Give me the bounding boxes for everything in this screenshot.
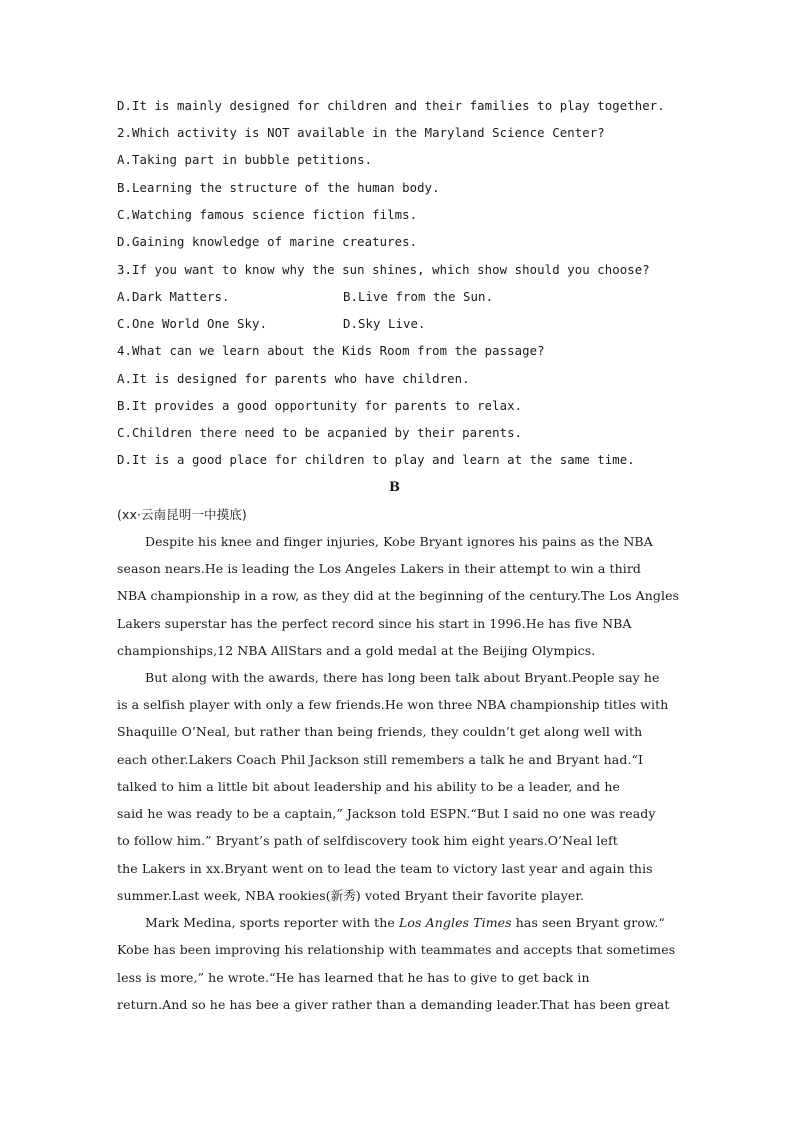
passage-line: the Lakers in xx.Bryant went on to lead the team to victory last year and again this — [117, 861, 653, 876]
passage-line: said he was ready to be a captain,” Jackson told ESPN.“But I said no one was ready — [117, 806, 656, 821]
q2-option-a: A.Taking part in bubble petitions. — [117, 153, 373, 167]
passage-line: return.And so he has bee a giver rather than a demanding leader.That has been great — [117, 997, 670, 1012]
source-note: (xx·云南昆明一中摸底) — [117, 507, 247, 522]
passage-line — [145, 915, 665, 931]
q1-option-d: D.It is mainly designed for children and their families to play together. — [117, 99, 665, 113]
q2-option-c: C.Watching famous science fiction films. — [117, 208, 418, 222]
q2-option-d: D.Gaining knowledge of marine creatures. — [117, 235, 418, 249]
passage-line: is a selfish player with only a few friends.He won three NBA championship titles with — [117, 697, 669, 712]
section-title: B — [389, 480, 400, 495]
q2-stem: 2.Which activity is NOT available in the Maryland Science Center? — [117, 126, 605, 140]
q3-option-c: C.One World One Sky. — [117, 317, 268, 331]
q4-option-b: B.It provides a good opportunity for parents to relax. — [117, 399, 523, 413]
passage-line: championships,12 NBA AllStars and a gold medal at the Beijing Olympics. — [117, 643, 596, 658]
passage-line: Shaquille O’Neal, but rather than being friends, they couldn’t get along well with — [117, 724, 643, 739]
passage-text: has seen Bryant grow.“ — [511, 915, 665, 930]
q3-option-b: B.Live from the Sun. — [343, 290, 494, 304]
passage-line: Despite his knee and finger injuries, Kobe Bryant ignores his pains as the NBA — [145, 534, 653, 549]
q4-option-d: D.It is a good place for children to play and learn at the same time. — [117, 453, 635, 467]
passage-line: NBA championship in a row, as they did at the beginning of the century.The Los Angles — [117, 588, 680, 603]
passage-line: summer.Last week, NBA rookies(新秀) voted Bryant their favorite player. — [117, 888, 585, 903]
q3-option-d: D.Sky Live. — [343, 317, 426, 331]
passage-line: talked to him a little bit about leadership and his ability to be a leader, and he — [117, 779, 620, 794]
q4-stem: 4.What can we learn about the Kids Room from the passage? — [117, 344, 545, 358]
q4-option-c: C.Children there need to be acpanied by their parents. — [117, 426, 523, 440]
passage-text: Mark Medina, sports reporter with the — [145, 915, 399, 930]
q2-option-b: B.Learning the structure of the human body. — [117, 181, 440, 195]
passage-line: less is more,” he wrote.“He has learned that he has to give to get back in — [117, 970, 590, 985]
q4-option-a: A.It is designed for parents who have children. — [117, 372, 470, 386]
passage-line: But along with the awards, there has long been talk about Bryant.People say he — [145, 670, 660, 685]
passage-line: season nears.He is leading the Los Angeles Lakers in their attempt to win a third — [117, 561, 642, 576]
passage-line: to follow him.” Bryant’s path of selfdiscovery took him eight years.O’Neal left — [117, 833, 618, 848]
passage-line: each other.Lakers Coach Phil Jackson still remembers a talk he and Bryant had.“I — [117, 752, 644, 767]
passage-line: Kobe has been improving his relationship with teammates and accepts that sometimes — [117, 942, 676, 957]
q3-stem: 3.If you want to know why the sun shines, which show should you choose? — [117, 263, 650, 277]
q3-option-a: A.Dark Matters. — [117, 290, 230, 304]
newspaper-name: Los Angles Times — [398, 915, 512, 930]
passage-line: Lakers superstar has the perfect record since his start in 1996.He has five NBA — [117, 616, 632, 631]
